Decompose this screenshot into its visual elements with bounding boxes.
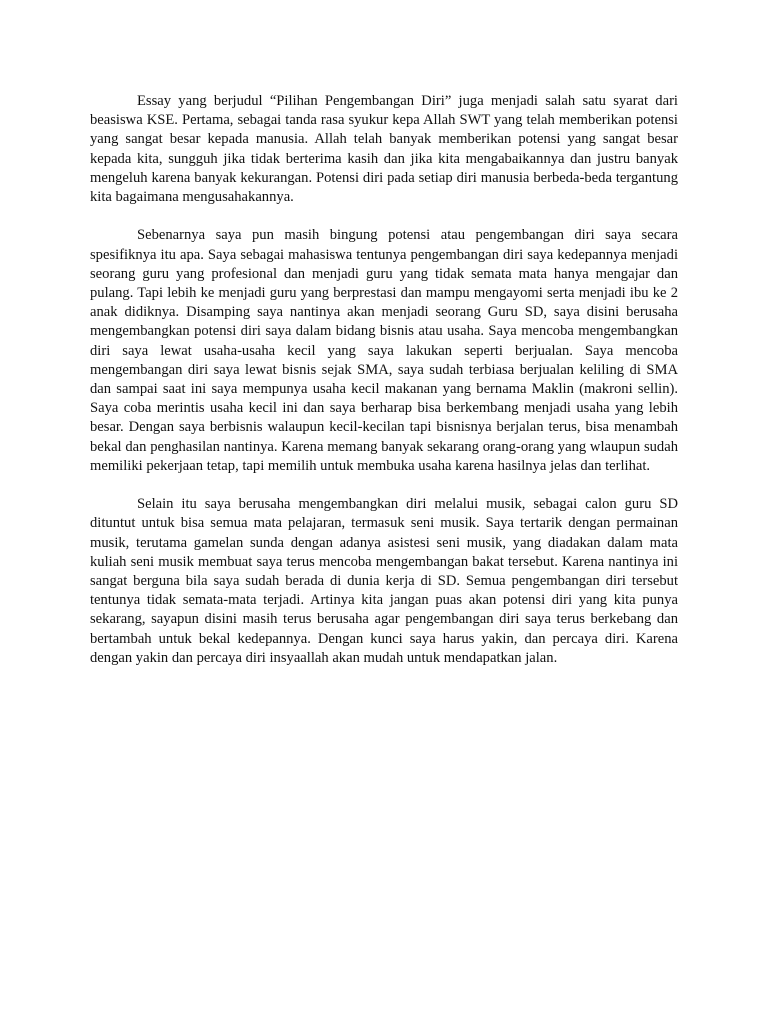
paragraph-1: Essay yang berjudul “Pilihan Pengembangan Diri” juga menjadi salah satu syarat dari beasiswa KSE. Pertama, sebagai tanda rasa syukur kepa Allah SWT yang telah memberikan potensi yang sangat besar kepada manusia. Allah telah banyak memberikan potensi yang sangat besar kepada kita, sungguh jika tidak berterima kasih dan jika kita mengabaikannya dan justru banyak mengeluh karena banyak kekurangan. Potensi diri pada setiap diri manusia berbeda-beda tergantung kita bagaimana mengusahakannya. [90,93,678,206]
document-body [90,92,678,687]
paragraph-3: Selain itu saya berusaha mengembangkan diri melalui musik, sebagai calon guru SD dituntut untuk bisa semua mata pelajaran, termasuk seni musik. Saya tertarik dengan permainan musik, terutama gamelan sunda dengan adanya asistesi seni musik, yang diadakan dalam mata kuliah seni musik membuat saya terus mencoba mengembangan bakat tersebut. Karena nantinya ini sangat berguna bila saya sudah berada di dunia kerja di SD. Semua pengembangan diri tersebut tentunya tidak semata-mata terjadi. Artinya kita jangan puas akan potensi diri yang kita punya sekarang, sayapun disini masih terus berusaha agar pengembangan diri saya terus berkebang dan bertambah untuk bekal kedepannya. Dengan kunci saya harus yakin, dan percaya diri. Karena dengan yakin dan percaya diri insyaallah akan mudah untuk mendapatkan jalan. [90,496,678,666]
paragraph-2: Sebenarnya saya pun masih bingung potensi atau pengembangan diri saya secara spesifiknya itu apa. Saya sebagai mahasiswa tentunya pengembangan diri saya kedepannya menjadi seorang guru yang profesional dan menjadi guru yang tidak semata mata hanya mengajar dan pulang. Tapi lebih ke menjadi guru yang berprestasi dan mampu mengayomi serta menjadi ibu ke 2 anak didiknya. Disamping saya nantinya akan menjadi seorang Guru SD, saya disini berusaha mengembangkan potensi diri saya dalam bidang bisnis atau usaha. Saya mencoba mengembangkan diri saya lewat usaha-usaha kecil yang saya lakukan seperti berjualan. Saya mencoba mengembangan diri saya lewat bisnis sejak SMA, saya sudah terbiasa berjualan keliling di SMA dan sampai saat ini saya mempunya usaha kecil makanan yang bernama Maklin (makroni sellin). Saya coba merintis usaha kecil ini dan saya berharap bisa berkembang menjadi usaha yang lebih besar. Dengan saya berbisnis walaupun kecil-kecilan tapi bisnisnya berjalan terus, bisa menambah bekal dan penghasilan nantinya. Karena memang banyak sekarang orang-orang yang wlaupun sudah memiliki pekerjaan tetap, tapi memilih untuk membuka usaha karena hasilnya jelas dan terlihat. [90,227,678,474]
